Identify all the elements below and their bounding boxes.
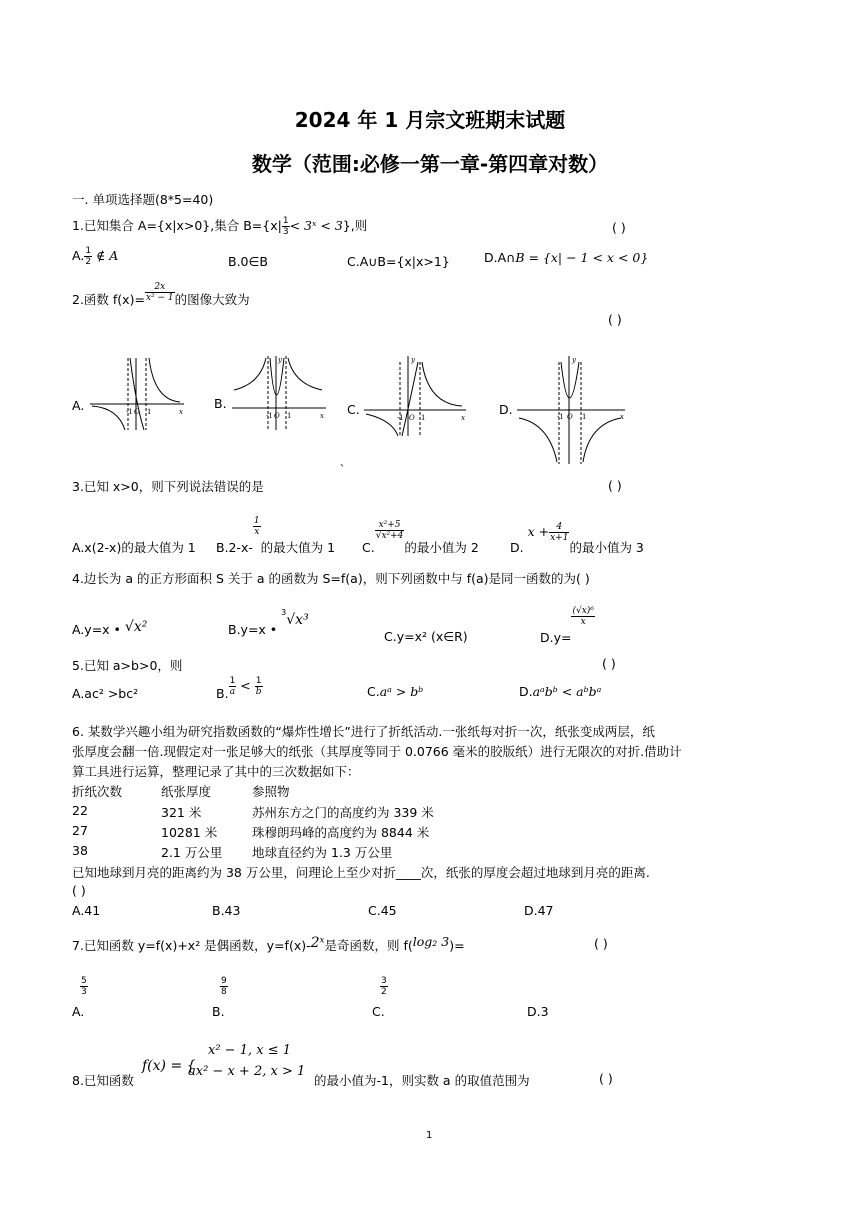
stray-mark: 、: [340, 458, 350, 469]
q1-option-a: A. $\frac{1}{2}$ ∉ A: [72, 246, 119, 267]
table-cell: 22: [72, 803, 88, 818]
q4-option-a: A.y=x • √x²: [72, 619, 148, 637]
question-2-stem: 2.函数 f(x)= $\frac{2x}{\text{x² − 1}}$ 的图像大致为: [72, 282, 250, 307]
tick-label: -1: [557, 413, 564, 421]
table-cell: 321 米: [161, 805, 202, 820]
q6-option-a: A.41: [72, 903, 101, 918]
graph-label-d: D.: [499, 402, 513, 417]
section-heading: 一. 单项选择题(8*5=40): [72, 192, 214, 207]
tick-label: 1: [421, 414, 426, 422]
q3-option-c: C. $\frac{\text{x²+5}}{\text{√x²+4}}$ 的最小值为 2: [362, 520, 479, 555]
answer-paren: ( ): [608, 312, 622, 327]
tick-label: -1: [397, 414, 404, 422]
axis-label-x: x: [620, 413, 624, 421]
q7-option-c-label: C.: [372, 1004, 385, 1019]
axis-label-x: x: [320, 412, 324, 420]
table-cell: 27: [72, 823, 88, 838]
question-7-stem: 7.已知函数 y=f(x)+x² 是偶函数，y=f(x)-2ˣ是奇函数，则 f(log₂ 3)=: [72, 934, 465, 953]
q4-option-c: C.y=x² (x∈R): [384, 629, 468, 644]
axis-label-y: y: [411, 356, 415, 364]
graph-label-b: B.: [214, 396, 227, 411]
q6-option-b: B.43: [212, 903, 241, 918]
q7-option-a: $\frac{5}{3}$: [81, 976, 87, 997]
tick-label: 1: [582, 413, 587, 421]
axis-label-x: x: [179, 408, 183, 416]
tick-label: -1: [266, 412, 273, 420]
graph-d: [515, 354, 629, 466]
q7-option-b-label: B.: [212, 1004, 225, 1019]
answer-paren: ( ): [594, 936, 608, 951]
q7-option-a-label: A.: [72, 1004, 85, 1019]
q6-option-d: D.47: [524, 903, 554, 918]
table-header-thickness: 纸张厚度: [161, 784, 212, 799]
origin-label: O: [134, 408, 140, 416]
piecewise-case-1: x² − 1, x ≤ 1: [208, 1043, 291, 1058]
q4-option-b: B.y=x • $^3$√x³: [228, 608, 309, 638]
q7-option-c: $\frac{3}{2}$: [381, 976, 387, 997]
exam-title: 2024 年 1 月宗文班期末试题: [294, 108, 566, 132]
answer-paren: ( ): [72, 883, 86, 898]
q5-option-b: B. $\frac{1}{a}$ < $\frac{1}{b}$: [216, 676, 262, 701]
q4-option-d: D.y= $\frac{\text{(√x)⁶}}{x}$: [540, 606, 594, 645]
piecewise-label: f(x) = {: [142, 1058, 196, 1074]
graph-c: [362, 354, 472, 438]
q1-option-b: B.0∈B: [228, 254, 268, 269]
answer-paren: ( ): [599, 1071, 613, 1086]
graph-a: [88, 352, 188, 432]
q5-option-a: A.ac² >bc²: [72, 686, 139, 701]
question-8-stem: 8.已知函数: [72, 1073, 134, 1088]
question-6-line: 6. 某数学兴趣小组为研究指数函数的“爆炸性增长”进行了折纸活动.一张纸每对折一次，纸张变成两层，纸: [72, 724, 655, 739]
axis-label-y: y: [278, 356, 282, 364]
table-cell: 苏州东方之门的高度约为 339 米: [252, 805, 434, 820]
q7-option-d: D.3: [527, 1004, 549, 1019]
origin-label: O: [567, 413, 573, 421]
table-cell: 10281 米: [161, 825, 218, 840]
question-8-stem-tail: 的最小值为-1，则实数 a 的取值范围为: [314, 1073, 530, 1088]
origin-label: O: [274, 412, 280, 420]
q1-option-d: D.A∩B = {x| − 1 < x < 0}: [484, 250, 649, 265]
q1-option-c: C.A∪B={x|x>1}: [347, 254, 450, 269]
graph-label-a: A.: [72, 398, 85, 413]
graph-b: [230, 352, 330, 432]
answer-paren: ( ): [602, 656, 616, 671]
graph-label-c: C.: [347, 402, 360, 417]
q5-option-c: C.aᵃ > bᵇ: [367, 684, 424, 699]
table-header-reference: 参照物: [252, 784, 290, 799]
table-cell: 38: [72, 843, 88, 858]
q7-option-b: $\frac{9}{8}$: [221, 976, 227, 997]
table-cell: 2.1 万公里: [161, 845, 223, 860]
q3-option-b: B.2-x- $\frac{1}{x}$ 的最大值为 1: [216, 516, 336, 555]
piecewise-case-2: ax² − x + 2, x > 1: [188, 1064, 306, 1079]
page-number: 1: [426, 1130, 433, 1141]
tick-label: 1: [147, 408, 152, 416]
question-6-line: 已知地球到月亮的距离约为 38 万公里，问理论上至少对折____次，纸张的厚度会超过地球到月亮的距离.: [72, 865, 650, 880]
question-6-line: 张厚度会翻一倍.现假定对一张足够大的纸张（其厚度等同于 0.0766 毫米的胶版纸）进行无限次的对折.借助计: [72, 744, 682, 759]
q5-option-d: D.aᵃbᵇ < aᵇbᵃ: [519, 684, 602, 699]
q3-option-a: A.x(2-x)的最大值为 1: [72, 540, 196, 555]
question-3-stem: 3.已知 x>0，则下列说法错误的是: [72, 479, 264, 494]
answer-paren: ( ): [608, 478, 622, 493]
tick-label: -1: [126, 408, 133, 416]
q3-option-d: D. x + $\frac{4}{x+1}$ 的最小值为 3: [510, 522, 644, 555]
question-6-line: 算工具进行运算，整理记录了其中的三次数据如下：: [72, 764, 360, 779]
axis-label-y: y: [572, 356, 576, 364]
origin-label: O: [409, 414, 415, 422]
axis-label-x: x: [461, 414, 465, 422]
table-header-count: 折纸次数: [72, 784, 123, 799]
exam-subtitle: 数学（范围:必修一第一章-第四章对数）: [251, 152, 609, 176]
question-1-stem: 1.已知集合 A={x|x>0},集合 B={x| $\frac{1}{3}$ < 3ˣ < 3},则: [72, 216, 368, 237]
table-cell: 珠穆朗玛峰的高度约为 8844 米: [252, 825, 430, 840]
tick-label: 1: [287, 412, 292, 420]
q6-option-c: C.45: [368, 903, 397, 918]
question-5-stem: 5.已知 a>b>0，则: [72, 658, 183, 673]
answer-paren: ( ): [612, 220, 626, 235]
question-4-stem: 4.边长为 a 的正方形面积 S 关于 a 的函数为 S=f(a)，则下列函数中与 f(a)是同一函数的为( ): [72, 571, 590, 586]
table-cell: 地球直径约为 1.3 万公里: [252, 845, 393, 860]
